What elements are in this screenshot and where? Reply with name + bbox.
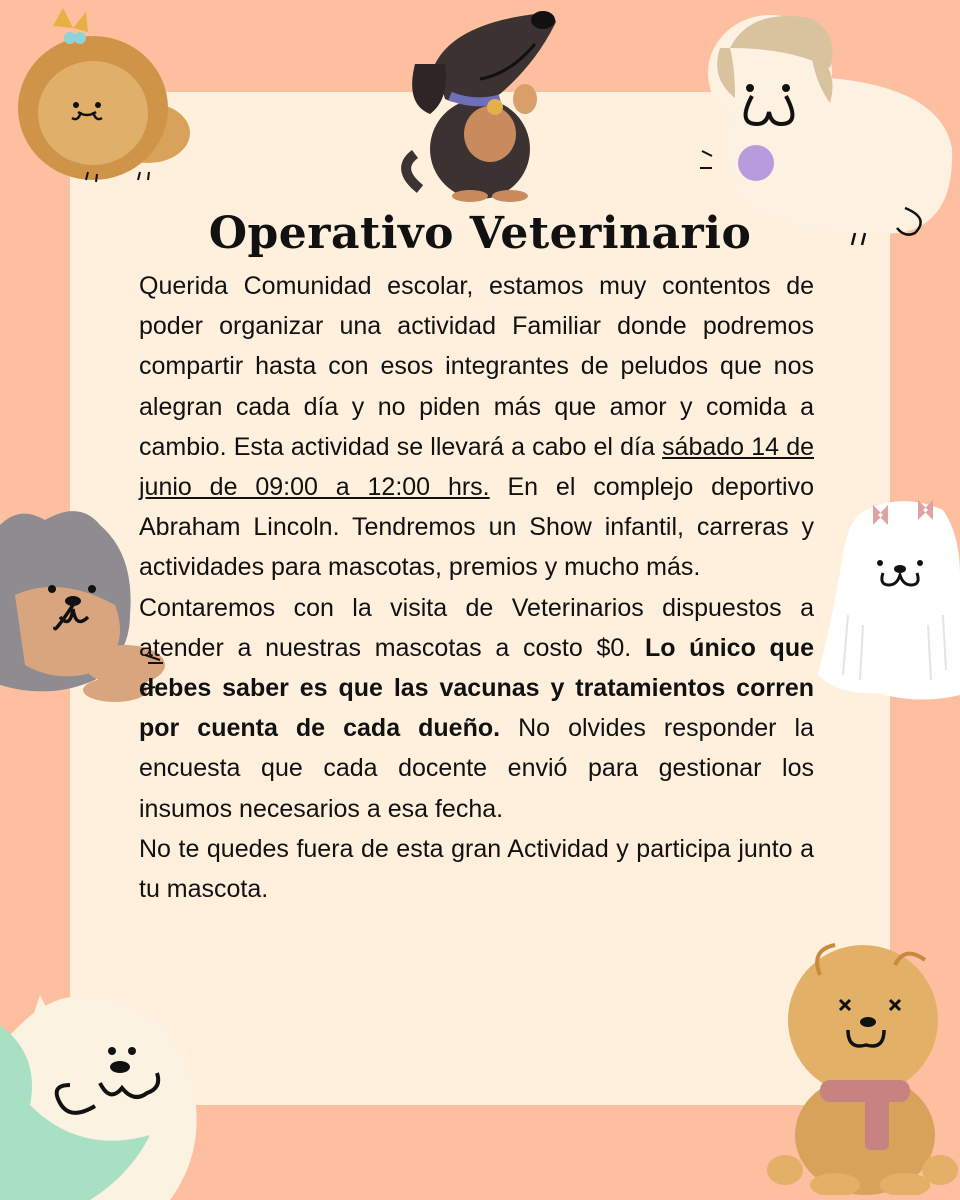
dachshund-icon <box>395 4 565 204</box>
paragraph-veterinarians <box>139 588 814 829</box>
important-note: Lo único que debes saber es que las vacunas y tratamientos corren por cuenta de cada dueño. <box>139 633 815 743</box>
pomeranian-icon <box>8 8 198 188</box>
event-date: sábado 14 de junio de 09:00 a 12:00 hrs. <box>139 432 814 502</box>
maltese-icon <box>818 495 960 705</box>
chow-chow-icon <box>765 940 960 1195</box>
page-title: Operativo Veterinario <box>208 208 752 259</box>
paragraph-closing: No te quedes fuera de esta gran Actividad y participa junto a tu mascota. <box>139 834 814 904</box>
samoyed-icon <box>0 985 220 1200</box>
paragraph-intro <box>139 266 814 588</box>
vet-text: Contaremos con la visita de Veterinarios dispuestos a atender a nuestras mascotas a costo $0. <box>139 593 814 662</box>
survey-reminder: No olvides responder la encuesta que cada docente envió para gestionar los insumos necesarios a esa fecha. <box>139 714 814 823</box>
intro-text: Querida Comunidad escolar, estamos muy contentos de poder organizar una actividad Familiar donde podremos compartir hasta con esos integrantes de peludos que nos alegran cada día y no piden más que amor y comida a cambio. Esta actividad se llevará a cabo el día <box>139 272 814 461</box>
event-details: En el complejo deportivo Abraham Lincoln. Tendremos un Show infantil, carreras y actividades para mascotas, premios y mucho más. <box>139 473 814 582</box>
announcement-body <box>139 266 814 909</box>
